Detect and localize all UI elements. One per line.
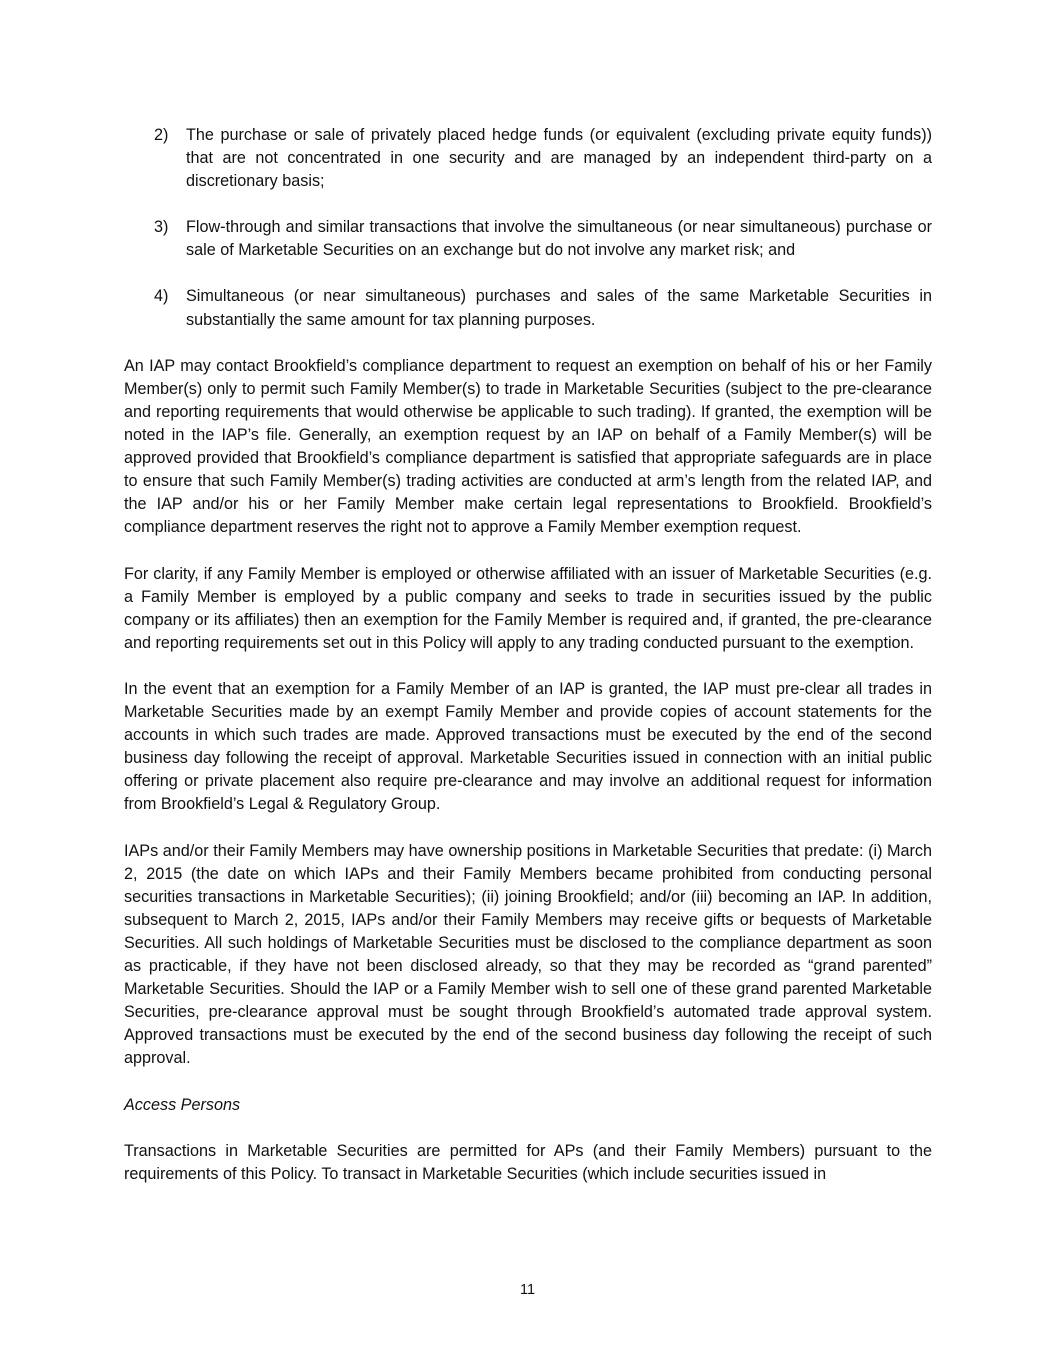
section-heading-access-persons: Access Persons: [124, 1095, 241, 1114]
paragraph-access-persons: Transactions in Marketable Securities are permitted for APs (and their Family Members) pursuant to the requirements of this Policy. To transact in Marketable Securities (which include securities issued in: [124, 1141, 932, 1183]
list-item-number: 4): [154, 287, 169, 306]
paragraph-clarity: For clarity, if any Family Member is employed or otherwise affiliated with an issuer of Marketable Securities (e.g. a Family Member is employed by a public company and seeks to trade in securities issued by the public company or its affiliates) then an exemption for the Family Member is required and, if granted, the pre-clearance and reporting requirements set out in this Policy will apply to any trading conducted pursuant to the exemption.: [124, 564, 932, 652]
paragraph-grand-parented: IAPs and/or their Family Members may have ownership positions in Marketable Securities that predate: (i) March 2, 2015 (the date on which IAPs and their Family Members became prohibited from conducting personal securities transactions in Marketable Securities); (ii) joining Brookfield; and/or (iii) becoming an IAP. In addition, subsequent to March 2, 2015, IAPs and/or their Family Members may receive gifts or bequests of Marketable Securities. All such holdings of Marketable Securities must be disclosed to the compliance department as soon as practicable, if they have not been disclosed already, so that they may be recorded as “grand parented” Marketable Securities. Should the IAP or a Family Member wish to sell one of these grand parented Marketable Securities, pre-clearance approval must be sought through Brookfield’s automated trade approval system. Approved transactions must be executed by the end of the second business day following the receipt of such approval.: [124, 841, 932, 1068]
page-number: 11: [519, 1282, 536, 1298]
page-content: [124, 124, 932, 1209]
list-item-text: The purchase or sale of privately placed hedge funds (or equivalent (excluding private equity funds)) that are not concentrated in one security and are managed by an independent third-party on a discretionary basis;: [186, 126, 932, 191]
exemption-list: [124, 124, 932, 332]
list-item: [124, 285, 932, 331]
paragraph-exemption-granted: In the event that an exemption for a Family Member of an IAP is granted, the IAP must pre-clear all trades in Marketable Securities made by an exempt Family Member and provide copies of account statements for the accounts in which such trades are made. Approved transactions must be executed by the end of the second business day following the receipt of approval. Marketable Securities issued in connection with an initial public offering or private placement also require pre-clearance and may involve an additional request for information from Brookfield’s Legal & Regulatory Group.: [124, 679, 932, 814]
list-item-text: Flow-through and similar transactions that involve the simultaneous (or near simultaneous) purchase or sale of Marketable Securities on an exchange but do not involve any market risk; and: [186, 218, 932, 260]
list-item-number: 2): [154, 126, 169, 144]
list-item: [124, 216, 932, 262]
list-item: [124, 124, 932, 193]
list-item-text: Simultaneous (or near simultaneous) purchases and sales of the same Marketable Securities in substantially the same amount for tax planning purposes.: [186, 287, 932, 329]
paragraph-iap-exemption: An IAP may contact Brookfield’s compliance department to request an exemption on behalf of his or her Family Member(s) only to permit such Family Member(s) to trade in Marketable Securities (subject to the pre-clearance and reporting requirements that would otherwise be applicable to such trading). If granted, the exemption will be noted in the IAP’s file. Generally, an exemption request by an IAP on behalf of a Family Member(s) will be approved provided that Brookfield’s compliance department is satisfied that appropriate safeguards are in place to ensure that such Family Member(s) trading activities are conducted at arm’s length from the related IAP, and the IAP and/or his or her Family Member make certain legal representations to Brookfield. Brookfield’s compliance department reserves the right not to approve a Family Member exemption request.: [124, 356, 932, 537]
list-item-number: 3): [154, 218, 169, 237]
